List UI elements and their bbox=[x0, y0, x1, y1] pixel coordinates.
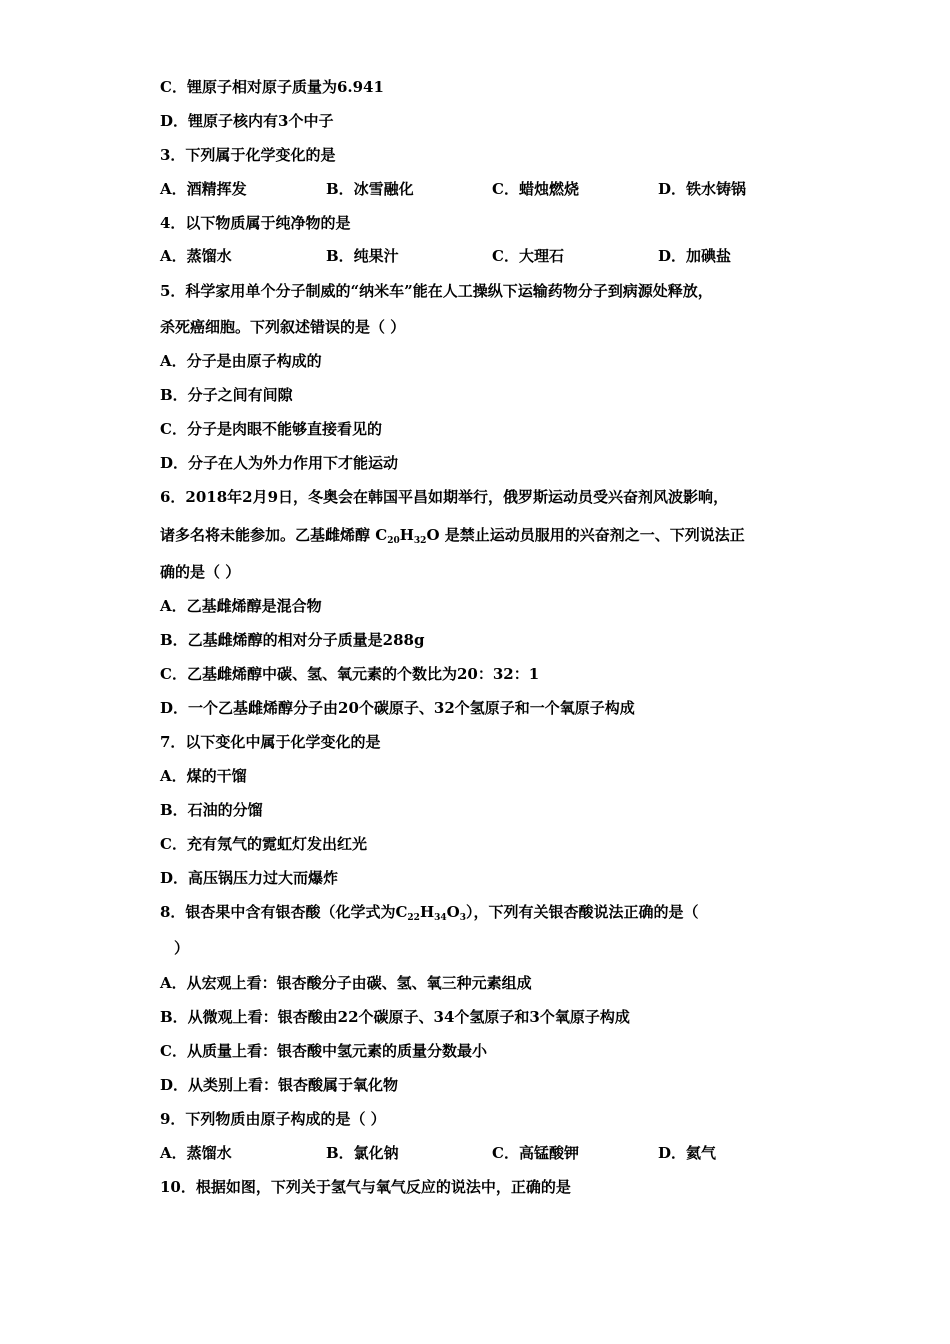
question-6-line-2 bbox=[160, 525, 745, 545]
q8-option-d: D．从类别上看：银杏酸属于氧化物 bbox=[160, 1076, 399, 1094]
question-5-line-2: 杀死癌细胞。下列叙述错误的是（ ） bbox=[160, 318, 406, 336]
q6-option-a: A．乙基雌烯醇是混合物 bbox=[160, 597, 322, 615]
question-6-line-1: 6．2018年2月9日，冬奥会在韩国平昌如期举行，俄罗斯运动员受兴奋剂风波影响， bbox=[160, 488, 729, 506]
q5-option-d: D．分子在人为外力作用下才能运动 bbox=[160, 454, 399, 472]
q5-option-c: C．分子是肉眼不能够直接看见的 bbox=[160, 420, 382, 438]
question-6-line-3: 确的是（ ） bbox=[160, 563, 241, 581]
q4-option-c: C．大理石 bbox=[492, 247, 564, 265]
question-8-line-1 bbox=[160, 902, 699, 922]
q3-option-b: B．冰雪融化 bbox=[326, 180, 414, 198]
q4-option-d: D．加碘盐 bbox=[658, 247, 732, 265]
option-d-lithium-neutrons: D．锂原子核内有3个中子 bbox=[160, 112, 334, 130]
question-5-line-1: 5．科学家用单个分子制威的“纳米车”能在人工操纵下运输药物分子到病源处释放， bbox=[160, 282, 713, 300]
question-3: 3．下列属于化学变化的是 bbox=[160, 146, 336, 164]
q7-option-a: A．煤的干馏 bbox=[160, 767, 247, 785]
question-10: 10．根据如图，下列关于氢气与氧气反应的说法中，正确的是 bbox=[160, 1178, 571, 1196]
q4-option-b: B．纯果汁 bbox=[326, 247, 399, 265]
question-7: 7．以下变化中属于化学变化的是 bbox=[160, 733, 381, 751]
q9-option-c: C．高锰酸钾 bbox=[492, 1144, 579, 1162]
q3-option-d: D．铁水铸锅 bbox=[658, 180, 747, 198]
q6-option-c: C．乙基雌烯醇中碳、氢、氧元素的个数比为20：32：1 bbox=[160, 665, 540, 683]
q8-option-b: B．从微观上看：银杏酸由22个碳原子、34个氢原子和3个氧原子构成 bbox=[160, 1008, 630, 1026]
q7-option-b: B．石油的分馏 bbox=[160, 801, 263, 819]
q9-option-a: A．蒸馏水 bbox=[160, 1144, 232, 1162]
q5-option-a: A．分子是由原子构成的 bbox=[160, 352, 322, 370]
q8-option-a: A．从宏观上看：银杏酸分子由碳、氢、氧三种元素组成 bbox=[160, 974, 532, 992]
q5-option-b: B．分子之间有间隙 bbox=[160, 386, 293, 404]
q6-option-d: D．一个乙基雌烯醇分子由20个碳原子、32个氢原子和一个氧原子构成 bbox=[160, 699, 635, 717]
option-c-lithium-mass: C．锂原子相对原子质量为6.941 bbox=[160, 78, 384, 96]
q6-text-before-formula: 诸多名将未能参加。乙基雌烯醇 bbox=[160, 526, 371, 544]
question-8-line-2: ） bbox=[174, 939, 190, 957]
q9-option-b: B．氯化钠 bbox=[326, 1144, 399, 1162]
q6-chemical-formula: $C_{20}H_{32}O$ bbox=[375, 526, 440, 546]
q8-text-before-formula: 8．银杏果中含有银杏酸（化学式为 bbox=[160, 903, 396, 921]
q8-option-c: C．从质量上看：银杏酸中氢元素的质量分数最小 bbox=[160, 1042, 487, 1060]
question-9: 9．下列物质由原子构成的是（ ） bbox=[160, 1110, 386, 1128]
q8-text-after-formula: ），下列有关银杏酸说法正确的是（ bbox=[466, 903, 699, 921]
q7-option-d: D．高压锅压力过大而爆炸 bbox=[160, 869, 339, 887]
q6-option-b: B．乙基雌烯醇的相对分子质量是288g bbox=[160, 631, 425, 649]
q4-option-a: A．蒸馏水 bbox=[160, 247, 232, 265]
q3-option-a: A．酒精挥发 bbox=[160, 180, 247, 198]
q3-option-c: C．蜡烛燃烧 bbox=[492, 180, 579, 198]
question-4: 4．以下物质属于纯净物的是 bbox=[160, 214, 351, 232]
q6-text-after-formula: 是禁止运动员服用的兴奋剂之一、下列说法正 bbox=[444, 526, 745, 544]
q7-option-c: C．充有氖气的霓虹灯发出红光 bbox=[160, 835, 367, 853]
q8-chemical-formula: $C_{22}H_{34}O_3$ bbox=[395, 903, 466, 923]
q9-option-d: D．氦气 bbox=[658, 1144, 717, 1162]
